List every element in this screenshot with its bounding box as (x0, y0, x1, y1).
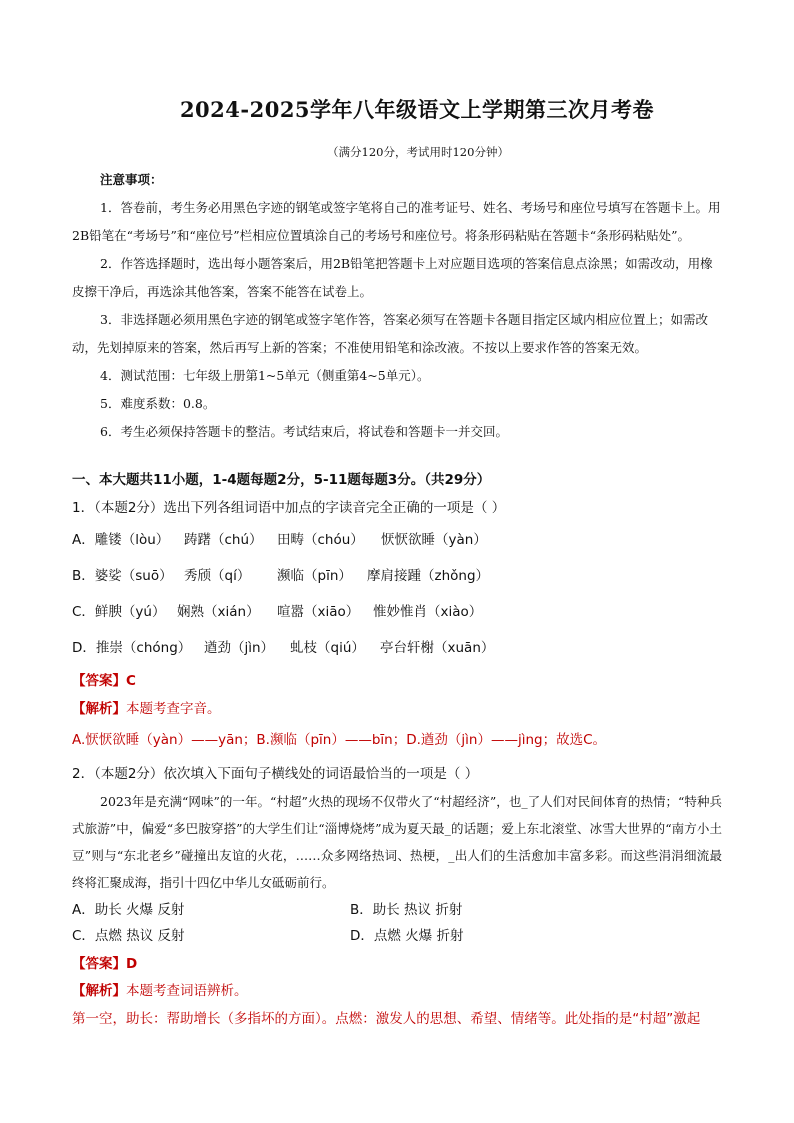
q2-passage: 2023年是充满“网味”的一年。“村超”火热的现场不仅带火了“村超经济”，也_了人们对民间体育的热情；“特种兵式旅游”中，偏爱“多巴胺穿搭”的大学生们让“淄博烧烤”成为夏天最_的话题；爱上东北滚堂、冰雪大世界的“南方小土豆”则与“东北老乡”碰撞出友谊的火花，……众多网络热词、热梗，_出人们的生活愈加丰富多彩。而这些涓涓细流最终将汇聚成海，指引十四亿中华儿女砥砺前行。 (72, 794, 722, 890)
option-word: 摩肩接踵（zhǒng） (367, 568, 490, 584)
q1-analysis-detail: A.恹恹欲睡（yàn）——yān；B.濒临（pīn）——bīn；D.遒劲（jìn）——jìng；故选C。 (72, 732, 607, 748)
q2-stem: 2．（本题2分）依次填入下面句子横线处的词语最恰当的一项是（ ） (72, 766, 479, 782)
notice-item-5: 5．难度系数：0.8。 (100, 396, 216, 411)
q2-option-b: B．助长 热议 折射 (350, 902, 463, 918)
analysis-text: 本题考查词语辨析。 (126, 983, 248, 999)
option-word: 虬枝（qiú） (290, 640, 365, 656)
option-word: 遒劲（jìn） (204, 640, 275, 656)
option-word: A．雕镂（lòu） (72, 532, 170, 548)
section-heading: 一、本大题共11小题，1-4题每题2分，5-11题每题3分。（共29分） (72, 472, 491, 488)
q1-option-d (72, 636, 732, 656)
exam-title: 2024-2025学年八年级语文上学期第三次月考卷 (179, 97, 655, 122)
q2-analysis-detail: 第一空，助长：帮助增长（多指坏的方面）。点燃：激发人的思想、希望、情绪等。此处指的是“村超”激起 (72, 1011, 701, 1027)
notice-item-3: 3．非选择题必须用黑色字迹的钢笔或签字笔作答，答案必须写在答题卡各题目指定区域内相应位置上；如需改动，先划掉原来的答案，然后再写上新的答案；不准使用铅笔和涂改液。不按以上要求作答的答案无效。 (72, 312, 708, 355)
option-word: B．婆娑（suō） (72, 568, 173, 584)
analysis-text: 本题考查字音。 (126, 701, 221, 717)
answer-tag: 【答案】 (72, 673, 126, 689)
q2-option-row-1 (72, 898, 732, 918)
q1-option-c (72, 600, 732, 620)
q1-stem: 1．（本题2分）选出下列各组词语中加点的字读音完全正确的一项是（ ） (72, 500, 506, 516)
q2-option-d: D．点燃 火爆 折射 (350, 928, 464, 944)
q2-option-row-2 (72, 924, 732, 944)
option-word: C．鲜腴（yú） (72, 604, 166, 620)
analysis-tag: 【解析】 (72, 701, 126, 717)
answer-value: D (126, 956, 138, 972)
option-word: 娴熟（xián） (177, 604, 260, 620)
notice-item-2: 2．作答选择题时，选出每小题答案后，用2B铅笔把答题卡上对应题目选项的答案信息点涂黑；如需改动，用橡皮擦干净后，再选涂其他答案，答案不能答在试卷上。 (72, 256, 713, 299)
notice-item-6: 6．考生必须保持答题卡的整洁。考试结束后，将试卷和答题卡一并交回。 (100, 424, 508, 439)
option-word: 田畴（chóu） (277, 532, 364, 548)
q1-option-b (72, 564, 732, 584)
q1-answer-row (72, 669, 732, 689)
option-word: 亭台轩榭（xuān） (380, 640, 495, 656)
notice-block (72, 166, 722, 446)
q1-option-a (72, 528, 732, 548)
notice-item-4: 4．测试范围：七年级上册第1~5单元（侧重第4~5单元）。 (100, 368, 430, 383)
q2-answer-row (72, 952, 732, 972)
q1-analysis-row (72, 697, 732, 717)
option-word: 惟妙惟肖（xiào） (373, 604, 483, 620)
option-word: D．推崇（chóng） (72, 640, 192, 656)
analysis-tag: 【解析】 (72, 983, 126, 999)
answer-tag: 【答案】 (72, 956, 126, 972)
q2-option-c: C．点燃 热议 反射 (72, 928, 185, 944)
notice-heading: 注意事项： (100, 172, 163, 187)
q2-option-a: A．助长 火爆 反射 (72, 902, 185, 918)
option-word: 喧嚣（xiāo） (277, 604, 360, 620)
notice-item-1: 1．答卷前，考生务必用黑色字迹的钢笔或签字笔将自己的准考证号、姓名、考场号和座位号填写在答题卡上。用2B铅笔在“考场号”和“座位号”栏相应位置填涂自己的考场号和座位号。将条形码粘贴在答题卡“条形码粘贴处”。 (72, 200, 721, 243)
option-word: 秀颀（qí） (184, 568, 251, 584)
option-word: 濒临（pīn） (277, 568, 352, 584)
q2-analysis-row (72, 979, 732, 999)
answer-value: C (126, 673, 136, 689)
exam-subtitle: （满分120分，考试用时120分钟） (327, 145, 509, 159)
option-word: 恹恹欲睡（yàn） (381, 532, 487, 548)
option-word: 踌躇（chú） (184, 532, 263, 548)
